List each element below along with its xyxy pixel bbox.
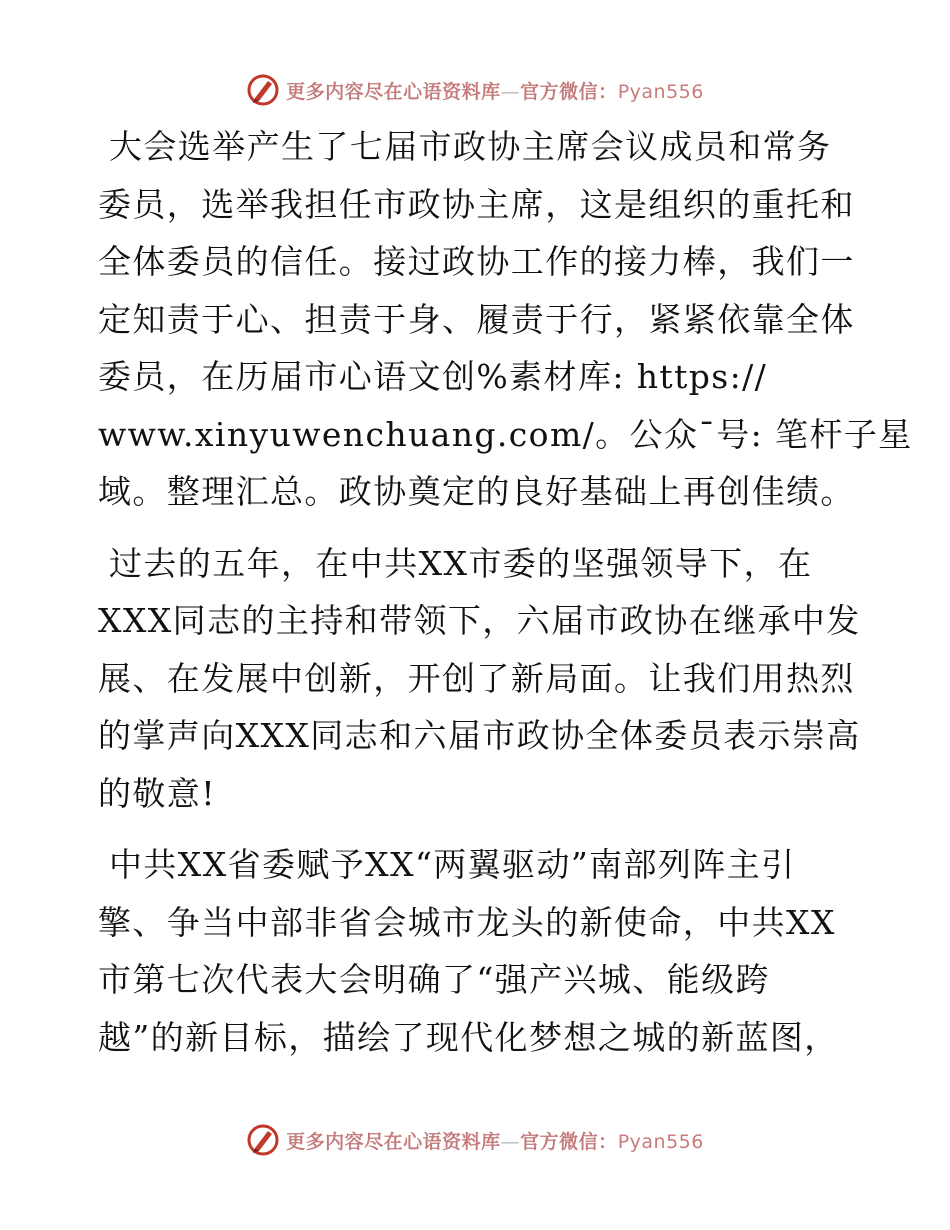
header-wechat-label: 官方微信： bbox=[520, 80, 618, 103]
pen-logo-icon bbox=[246, 1123, 280, 1157]
footer-banner bbox=[0, 1120, 950, 1160]
pen-logo-icon bbox=[246, 73, 280, 107]
paragraph-line: 越”的新目标，描绘了现代化梦想之城的新蓝图， bbox=[98, 1017, 839, 1057]
paragraph-line: 大会选举产生了七届市政协主席会议成员和常务 bbox=[109, 127, 832, 166]
paragraph-line: 域。整理汇总。政协奠定的良好基础上再创佳绩。 bbox=[98, 472, 855, 511]
paragraph-line: 的敬意! bbox=[98, 773, 216, 813]
paragraph-2 bbox=[98, 535, 861, 823]
paragraph-line: 展、在发展中创新，开创了新局面。让我们用热烈 bbox=[98, 658, 855, 698]
paragraph-line: 中共XX省委赋予XX“两翼驱动”南部列阵主引 bbox=[109, 845, 796, 884]
header-wechat-id: Pyan556 bbox=[617, 80, 704, 103]
footer-banner-title: 更多内容尽在心语资料库 bbox=[286, 1130, 501, 1153]
header-banner bbox=[0, 70, 950, 110]
paragraph-line: www.xinyuwenchuang.com/。公众¯号: 笔杆子星 bbox=[98, 414, 913, 454]
footer-wechat-label: 官方微信： bbox=[520, 1130, 618, 1153]
header-banner-text bbox=[286, 77, 704, 104]
paragraph-line: 定知责于心、担责于身、履责于行，紧紧依靠全体 bbox=[98, 299, 855, 339]
paragraph-line: 市第七次代表大会明确了“强产兴城、能级跨 bbox=[98, 960, 770, 999]
paragraph-line: 擎、争当中部非省会城市龙头的新使命，中共XX bbox=[98, 902, 836, 942]
paragraph-line: 委员，选举我担任市政协主席，这是组织的重托和 bbox=[98, 184, 855, 224]
paragraph-line: XXX同志的主持和带领下，六届市政协在继承中发 bbox=[98, 601, 861, 640]
paragraph-3 bbox=[98, 836, 858, 1066]
paragraph-1 bbox=[98, 118, 913, 521]
paragraph-line: 过去的五年，在中共XX市委的坚强领导下，在 bbox=[109, 543, 813, 583]
footer-banner-text bbox=[286, 1127, 704, 1154]
footer-banner-separator: — bbox=[500, 1130, 521, 1153]
header-banner-separator: — bbox=[500, 80, 521, 103]
header-banner-title: 更多内容尽在心语资料库 bbox=[286, 80, 501, 103]
footer-wechat-id: Pyan556 bbox=[617, 1130, 704, 1153]
paragraph-line: 全体委员的信任。接过政协工作的接力棒，我们一 bbox=[98, 242, 855, 281]
paragraph-line: 的掌声向XXX同志和六届市政协全体委员表示崇高 bbox=[98, 716, 861, 755]
document-body bbox=[98, 118, 913, 1080]
paragraph-line: 委员，在历届市心语文创%素材库: https:// bbox=[98, 357, 768, 396]
